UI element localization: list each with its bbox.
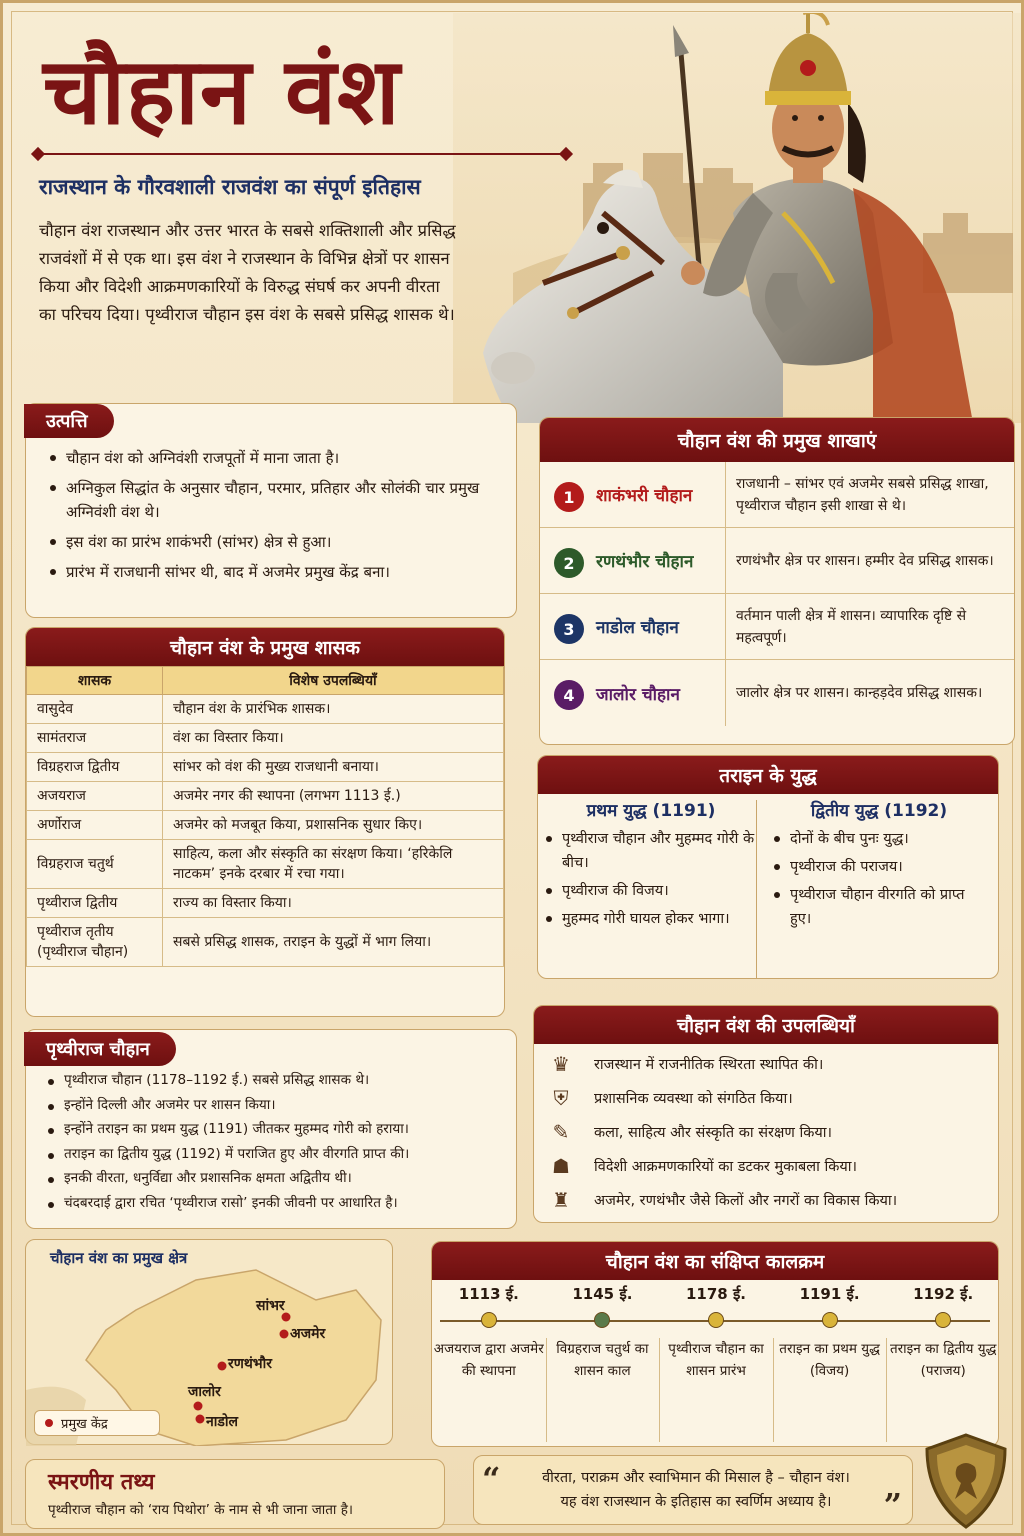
quote-section: [473, 1455, 913, 1525]
title-divider: [37, 153, 567, 155]
timeline-separator: [886, 1338, 887, 1442]
list-item: अग्निकुल सिद्धांत के अनुसार चौहान, परमार, प्रतिहार और सोलंकी चार प्रमुख अग्निवंशी वंश थे।: [46, 476, 502, 524]
achievements-section: [533, 1005, 999, 1223]
city-ajmer: अजमेर: [290, 1326, 326, 1342]
timeline-separator: [659, 1338, 660, 1442]
timeline-year: 1113 ई.: [458, 1285, 519, 1303]
branch-description: जालोर क्षेत्र पर शासन। कान्हड़देव प्रसिद्ध शासक।: [736, 685, 983, 701]
crown-icon: ♛: [552, 1052, 570, 1076]
branch-number-badge: 1: [554, 482, 584, 512]
table-row: [27, 753, 504, 782]
timeline-event: [547, 1284, 657, 1382]
quote-close-icon: ”: [883, 1486, 902, 1524]
page-title: चौहान वंश: [43, 37, 401, 145]
helmet-icon: ☗: [552, 1154, 570, 1178]
ruler-achievement: साहित्य, कला और संस्कृति का संरक्षण किया। ‘हरिकेलि नाटकम’ इनके दरबार में रचा गया।: [163, 840, 504, 889]
branch-number-badge: 2: [554, 548, 584, 578]
city-dot: [194, 1402, 203, 1411]
branch-name: जालोर चौहान: [596, 684, 680, 705]
map-legend: [34, 1410, 160, 1436]
ruler-achievement: सांभर को वंश की मुख्य राजधानी बनाया।: [163, 753, 504, 782]
table-row: [27, 889, 504, 918]
quote-line-2: यह वंश राजस्थान के इतिहास का स्वर्णिम अध्याय है।: [560, 1494, 832, 1510]
tarain-heading: तराइन के युद्ध: [538, 756, 998, 794]
table-row: [27, 811, 504, 840]
shield-icon: ⛨: [553, 1086, 569, 1110]
branch-divider: [725, 594, 726, 659]
city-jalore: जालोर: [188, 1384, 221, 1400]
col-ruler: शासक: [27, 667, 163, 695]
achievement-text: अजमेर, रणथंभौर जैसे किलों और नगरों का विकास किया।: [594, 1193, 898, 1209]
achievement-item: [548, 1048, 823, 1080]
branches-heading: चौहान वंश की प्रमुख शाखाएं: [540, 418, 1014, 462]
ruler-achievement: वंश का विस्तार किया।: [163, 724, 504, 753]
list-item: पृथ्वीराज की विजय।: [542, 879, 760, 903]
branch-divider: [725, 462, 726, 527]
branch-name: नाडोल चौहान: [596, 618, 679, 638]
achievement-text: कला, साहित्य और संस्कृति का संरक्षण किया।: [594, 1125, 833, 1141]
map-title: चौहान वंश का प्रमुख क्षेत्र: [50, 1249, 188, 1267]
rulers-table: [26, 666, 504, 967]
timeline-dot-icon: [935, 1312, 951, 1328]
ruler-name: अर्णोराज: [27, 811, 163, 840]
prithviraj-list: [44, 1070, 506, 1217]
timeline-year: 1145 ई.: [572, 1285, 633, 1303]
timeline-dot-icon: [822, 1312, 838, 1328]
map-section: [25, 1239, 393, 1445]
branch-row: [540, 660, 1014, 726]
emblem-shield-icon: [921, 1431, 1011, 1531]
timeline-description: विग्रहराज चतुर्थ का शासन काल: [556, 1341, 649, 1379]
tarain-divider: [756, 800, 757, 978]
city-dot: [196, 1415, 205, 1424]
warrior-illustration: [453, 13, 1023, 423]
timeline-description: तराइन का प्रथम युद्ध (विजय): [779, 1341, 880, 1379]
timeline-event: [775, 1284, 885, 1382]
ruler-achievement: चौहान वंश के प्रारंभिक शासक।: [163, 695, 504, 724]
intro-paragraph: चौहान वंश राजस्थान और उत्तर भारत के सबसे शक्तिशाली और प्रसिद्ध राजवंशों में से एक था। इस वंश ने राजस्थान के विभिन्न क्षेत्रों पर शासन किया और विदेशी आक्रमणकारियों के विरुद्ध संघर्ष कर अपनी वीरता का परिचय दिया। पृथ्वीराज चौहान इस वंश के सबसे प्रसिद्ध शासक थे।: [39, 221, 456, 324]
legend-label: प्रमुख केंद्र: [61, 1417, 108, 1432]
rulers-section: [25, 627, 505, 1017]
book-icon: ✎: [552, 1120, 570, 1144]
first-battle: [542, 798, 760, 935]
ruler-name: विग्रहराज द्वितीय: [27, 753, 163, 782]
ruler-name: पृथ्वीराज तृतीय (पृथ्वीराज चौहान): [27, 918, 163, 967]
city-dot: [218, 1362, 227, 1371]
timeline-year: 1191 ई.: [799, 1285, 860, 1303]
list-item: पृथ्वीराज चौहान वीरगति को प्राप्त हुए।: [770, 883, 988, 931]
quote-line-1: वीरता, पराक्रम और स्वाभिमान की मिसाल है – चौहान वंश।: [542, 1470, 850, 1486]
achievement-text: विदेशी आक्रमणकारियों का डटकर मुकाबला किया।: [594, 1159, 858, 1175]
list-item: प्रारंभ में राजधानी सांभर थी, बाद में अजमेर प्रमुख केंद्र बना।: [46, 560, 502, 584]
rulers-table-header: [27, 667, 504, 695]
achievement-item: [548, 1116, 832, 1148]
branch-row: [540, 462, 1014, 528]
page-subtitle: राजस्थान के गौरवशाली राजवंश का संपूर्ण इतिहास: [39, 175, 421, 199]
table-row: [27, 695, 504, 724]
rulers-heading: चौहान वंश के प्रमुख शासक: [26, 628, 504, 666]
table-row: [27, 724, 504, 753]
timeline-event: [888, 1284, 998, 1382]
ruler-achievement: राज्य का विस्तार किया।: [163, 889, 504, 918]
ruler-name: पृथ्वीराज द्वितीय: [27, 889, 163, 918]
ruler-achievement: अजमेर नगर की स्थापना (लगभग 1113 ई.): [163, 782, 504, 811]
list-item: पृथ्वीराज की पराजय।: [770, 855, 988, 879]
table-row: [27, 918, 504, 967]
branch-number-badge: 3: [554, 614, 584, 644]
branch-description: रणथंभौर क्षेत्र पर शासन। हम्मीर देव प्रसिद्ध शासक।: [736, 552, 994, 569]
achievement-text: प्रशासनिक व्यवस्था को संगठित किया।: [594, 1091, 793, 1107]
list-item: इन्होंने दिल्ली और अजमेर पर शासन किया।: [44, 1095, 506, 1115]
facts-section: [25, 1459, 445, 1529]
list-item: इन्होंने तराइन का प्रथम युद्ध (1191) जीतकर मुहम्मद गोरी को हराया।: [44, 1119, 506, 1139]
second-battle-title: द्वितीय युद्ध (1192): [810, 801, 948, 821]
city-nadol: नाडोल: [206, 1414, 239, 1430]
list-item: चौहान वंश को अग्निवंशी राजपूतों में माना जाता है।: [46, 446, 502, 470]
quote-open-icon: “: [482, 1460, 501, 1498]
achievements-heading: चौहान वंश की उपलब्धियाँ: [534, 1006, 998, 1044]
timeline-section: [431, 1241, 999, 1447]
timeline-description: तराइन का द्वितीय युद्ध (पराजय): [889, 1341, 997, 1379]
achievement-item: [548, 1184, 897, 1216]
list-item: इनकी वीरता, धनुर्विद्या और प्रशासनिक क्षमता अद्वितीय थी।: [44, 1168, 506, 1188]
branches-section: [539, 417, 1015, 745]
prithviraj-section: [25, 1029, 517, 1229]
ruler-achievement: अजमेर को मजबूत किया, प्रशासनिक सुधार किए।: [163, 811, 504, 840]
quote-text: [510, 1466, 882, 1514]
city-ranthambhore: रणथंभौर: [228, 1356, 272, 1372]
timeline-description: अजयराज द्वारा अजमेर की स्थापना: [433, 1341, 544, 1379]
branch-divider: [725, 660, 726, 726]
table-row: [27, 840, 504, 889]
achievement-text: राजस्थान में राजनीतिक स्थिरता स्थापित की।: [594, 1057, 824, 1073]
branch-name: रणथंभौर चौहान: [596, 552, 694, 572]
origin-heading: उत्पत्ति: [24, 404, 114, 438]
achievement-item: [548, 1082, 793, 1114]
timeline-dot-icon: [481, 1312, 497, 1328]
timeline-year: 1192 ई.: [913, 1285, 974, 1303]
first-battle-title: प्रथम युद्ध (1191): [586, 801, 716, 821]
branch-divider: [725, 528, 726, 593]
timeline-dot-icon: [594, 1312, 610, 1328]
timeline-dot-icon: [708, 1312, 724, 1328]
legend-marker-icon: [45, 1419, 53, 1427]
second-battle: [770, 798, 988, 935]
list-item: मुहम्मद गोरी घायल होकर भागा।: [542, 907, 760, 931]
ruler-name: वासुदेव: [27, 695, 163, 724]
col-achievements: विशेष उपलब्धियाँ: [163, 667, 504, 695]
list-item: तराइन का द्वितीय युद्ध (1192) में पराजित हुए और वीरगति प्राप्त की।: [44, 1144, 506, 1164]
timeline-event: [661, 1284, 771, 1382]
timeline-separator: [773, 1338, 774, 1442]
branch-number-badge: 4: [554, 680, 584, 710]
timeline-year: 1178 ई.: [685, 1285, 747, 1303]
tarain-section: [537, 755, 999, 979]
origin-list: [46, 446, 502, 590]
list-item: पृथ्वीराज चौहान (1178–1192 ई.) सबसे प्रसिद्ध शासक थे।: [44, 1070, 506, 1090]
ruler-achievement: सबसे प्रसिद्ध शासक, तराइन के युद्धों में भाग लिया।: [163, 918, 504, 967]
list-item: चंदबरदाई द्वारा रचित ‘पृथ्वीराज रासो’ इनकी जीवनी पर आधारित है।: [44, 1193, 506, 1213]
branch-description: राजधानी – सांभर एवं अजमेर सबसे प्रसिद्ध शाखा, पृथ्वीराज चौहान इसी शाखा से थे।: [736, 475, 989, 514]
timeline-description: पृथ्वीराज चौहान का शासन प्रारंभ: [668, 1341, 764, 1379]
branch-name: शाकंभरी चौहान: [596, 486, 693, 506]
branch-description: वर्तमान पाली क्षेत्र में शासन। व्यापारिक दृष्टि से महत्वपूर्ण।: [736, 607, 967, 646]
achievement-item: [548, 1150, 857, 1182]
fort-icon: ♜: [552, 1188, 570, 1212]
city-dot: [280, 1330, 289, 1339]
ruler-name: अजयराज: [27, 782, 163, 811]
list-item: दोनों के बीच पुनः युद्ध।: [770, 827, 988, 851]
branch-row: [540, 594, 1014, 660]
list-item: इस वंश का प्रारंभ शाकंभरी (सांभर) क्षेत्र से हुआ।: [46, 530, 502, 554]
branch-row: [540, 528, 1014, 594]
table-row: [27, 782, 504, 811]
origin-section: [25, 403, 517, 618]
timeline-separator: [546, 1338, 547, 1442]
prithviraj-heading: पृथ्वीराज चौहान: [24, 1032, 176, 1066]
ruler-name: सामंतराज: [27, 724, 163, 753]
timeline-heading: चौहान वंश का संक्षिप्त कालक्रम: [432, 1242, 998, 1280]
city-sambhar: सांभर: [256, 1298, 285, 1314]
ruler-name: विग्रहराज चतुर्थ: [27, 840, 163, 889]
facts-text: पृथ्वीराज चौहान को ‘राय पिथोरा’ के नाम से भी जाना जाता है।: [48, 1502, 353, 1518]
facts-heading: स्मरणीय तथ्य: [48, 1469, 155, 1495]
list-item: पृथ्वीराज चौहान और मुहम्मद गोरी के बीच।: [542, 827, 760, 875]
timeline-event: [434, 1284, 544, 1382]
